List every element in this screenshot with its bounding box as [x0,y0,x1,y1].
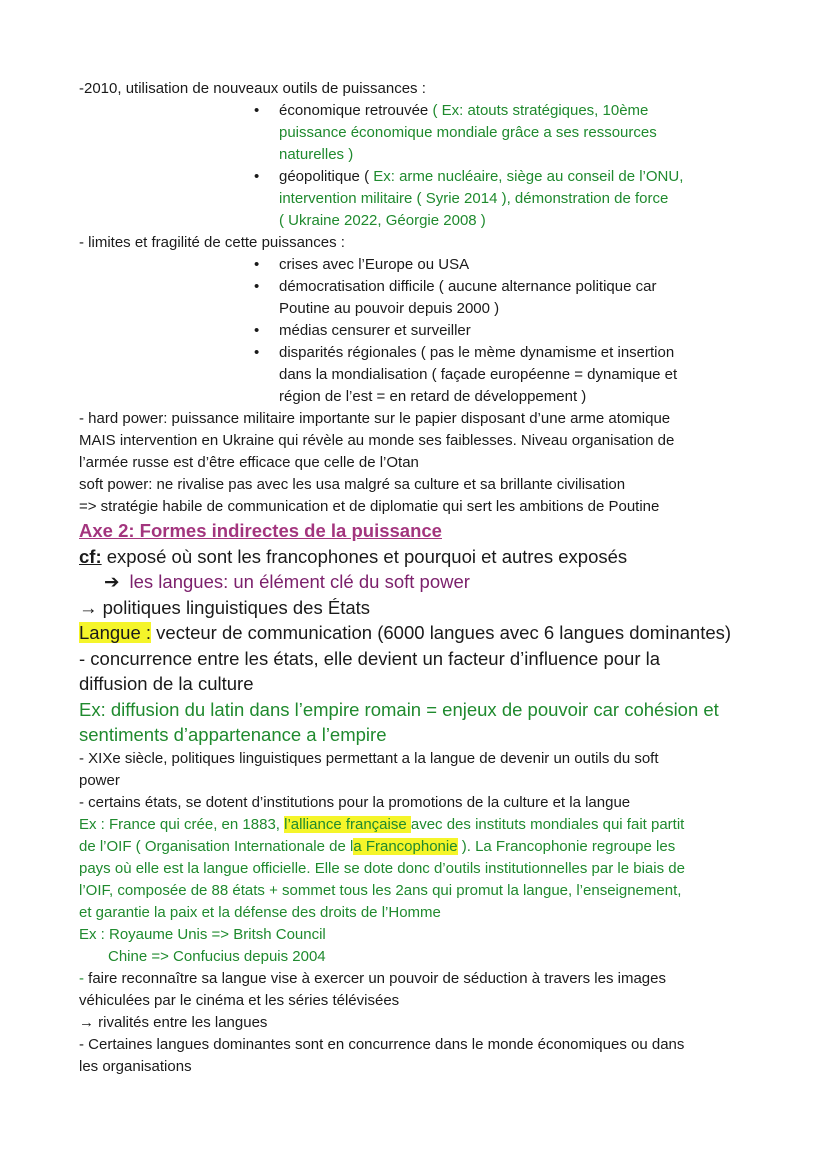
bullet-disparites: • disparités régionales ( pas le mème dynamisme et insertion [79,342,769,364]
bullet-icon: • [254,168,260,185]
dominantes-line2: les organisations [79,1057,192,1075]
hard-power-line3: l’armée russe est d’être efficace que celle de l’Otan [79,454,419,471]
soft-power-line: soft power: ne rivalise pas avec les usa malgré sa culture et sa brillante civilisation [79,476,626,493]
xixe-line2: power [79,771,120,789]
bullet-economique-cont1: puissance économique mondiale grâce a ses ressources [279,124,657,141]
langue-line: Langue : vecteur de communication (6000 langues avec 6 langues dominantes) [79,622,732,643]
bullet-geopolitique: • géopolitique ( Ex: arme nucléaire, siège au conseil de l’ONU, [79,166,769,188]
hard-power-line2: MAIS intervention en Ukraine qui révèle au monde ses faiblesses. Niveau organisation de [79,432,675,449]
concurrence-line1: - concurrence entre les états, elle devient un facteur d’influence pour la [79,647,661,669]
bullet-icon: • [254,278,260,295]
ex-chine: Chine => Confucius depuis 2004 [108,947,326,965]
ex-latin-line2: sentiments d’appartenance a l’empire [79,724,387,745]
bullet-economique: • économique retrouvée ( Ex: atouts stratégiques, 10ème [79,100,769,122]
bullet-icon: • [254,322,260,339]
seduction-line1: - faire reconnaître sa langue vise à exercer un pouvoir de séduction à travers les images [79,969,666,987]
ex-france-line1: Ex : France qui crée, en 1883, l’alliance française avec des instituts mondiales qui fait partit [79,815,685,833]
ex-latin-line1: Ex: diffusion du latin dans l’empire romain = enjeux de pouvoir car cohésion et [79,698,719,720]
notes-page [79,78,769,1078]
rivalites-line: → rivalités entre les langues [79,1013,268,1031]
concurrence-line2: diffusion de la culture [79,673,254,694]
politiques-line: → politiques linguistiques des États [79,596,371,618]
intro-limites: - limites et fragilité de cette puissances : [79,234,345,251]
strategie-line: => stratégie habile de communication et de diplomatie qui sert les ambitions de Poutine [79,498,660,515]
bullet-geopolitique-cont2: ( Ukraine 2022, Géorgie 2008 ) [279,212,486,229]
arrow-right-icon: ➔ [104,571,120,592]
bullet-icon: • [254,102,260,119]
hard-power-line1: - hard power: puissance militaire importante sur le papier disposant d’une arme atomique [79,410,671,427]
langues-soft-power: ➔ les langues: un élément clé du soft power [104,571,470,592]
institutions-line: - certains états, se dotent d’institutions pour la promotions de la culture et la langue [79,793,631,811]
bullet-democratisation-cont: Poutine au pouvoir depuis 2000 ) [279,300,500,317]
bullet-crises: • crises avec l’Europe ou USA [79,254,769,276]
ex-france-line4: l’OIF, composée de 88 états + sommet tous les 2ans qui promut la langue, l’enseignement, [79,881,682,899]
bullet-geopolitique-cont1: intervention militaire ( Syrie 2014 ), démonstration de force [279,190,669,207]
ex-france-line2: de l’OIF ( Organisation Internationale de la Francophonie ). La Francophonie regroupe les [79,837,676,855]
bullet-economique-cont2: naturelles ) [279,146,354,163]
xixe-line1: - XIXe siècle, politiques linguistiques permettant a la langue de devenir un outils du soft [79,749,659,767]
dominantes-line1: - Certaines langues dominantes sont en concurrence dans le monde économiques ou dans [79,1035,685,1053]
bullet-democratisation: • démocratisation difficile ( aucune alternance politique car [79,276,769,298]
bullet-icon: • [254,256,260,273]
bullet-disparites-cont2: région de l’est = en retard de développement ) [279,388,587,405]
ex-france-line5: et garantie la paix et la défense des droits de l’Homme [79,903,441,921]
cf-line: cf: exposé où sont les francophones et pourquoi et autres exposés [79,545,628,567]
bullet-icon: • [254,344,260,361]
ex-royaume-uni: Ex : Royaume Unis => Britsh Council [79,925,326,943]
bullet-disparites-cont1: dans la mondialisation ( façade européenne = dynamique et [279,366,678,383]
intro-outils: -2010, utilisation de nouveaux outils de puissances : [79,80,426,97]
ex-france-line3: pays où elle est la langue officielle. Elle se dote donc d’outils institutionnelles par le biais de [79,859,685,877]
seduction-line2: véhiculées par le cinéma et les séries télévisées [79,991,400,1009]
axe-heading: Axe 2: Formes indirectes de la puissance [79,520,442,541]
bullet-medias: • médias censurer et surveiller [79,320,769,342]
